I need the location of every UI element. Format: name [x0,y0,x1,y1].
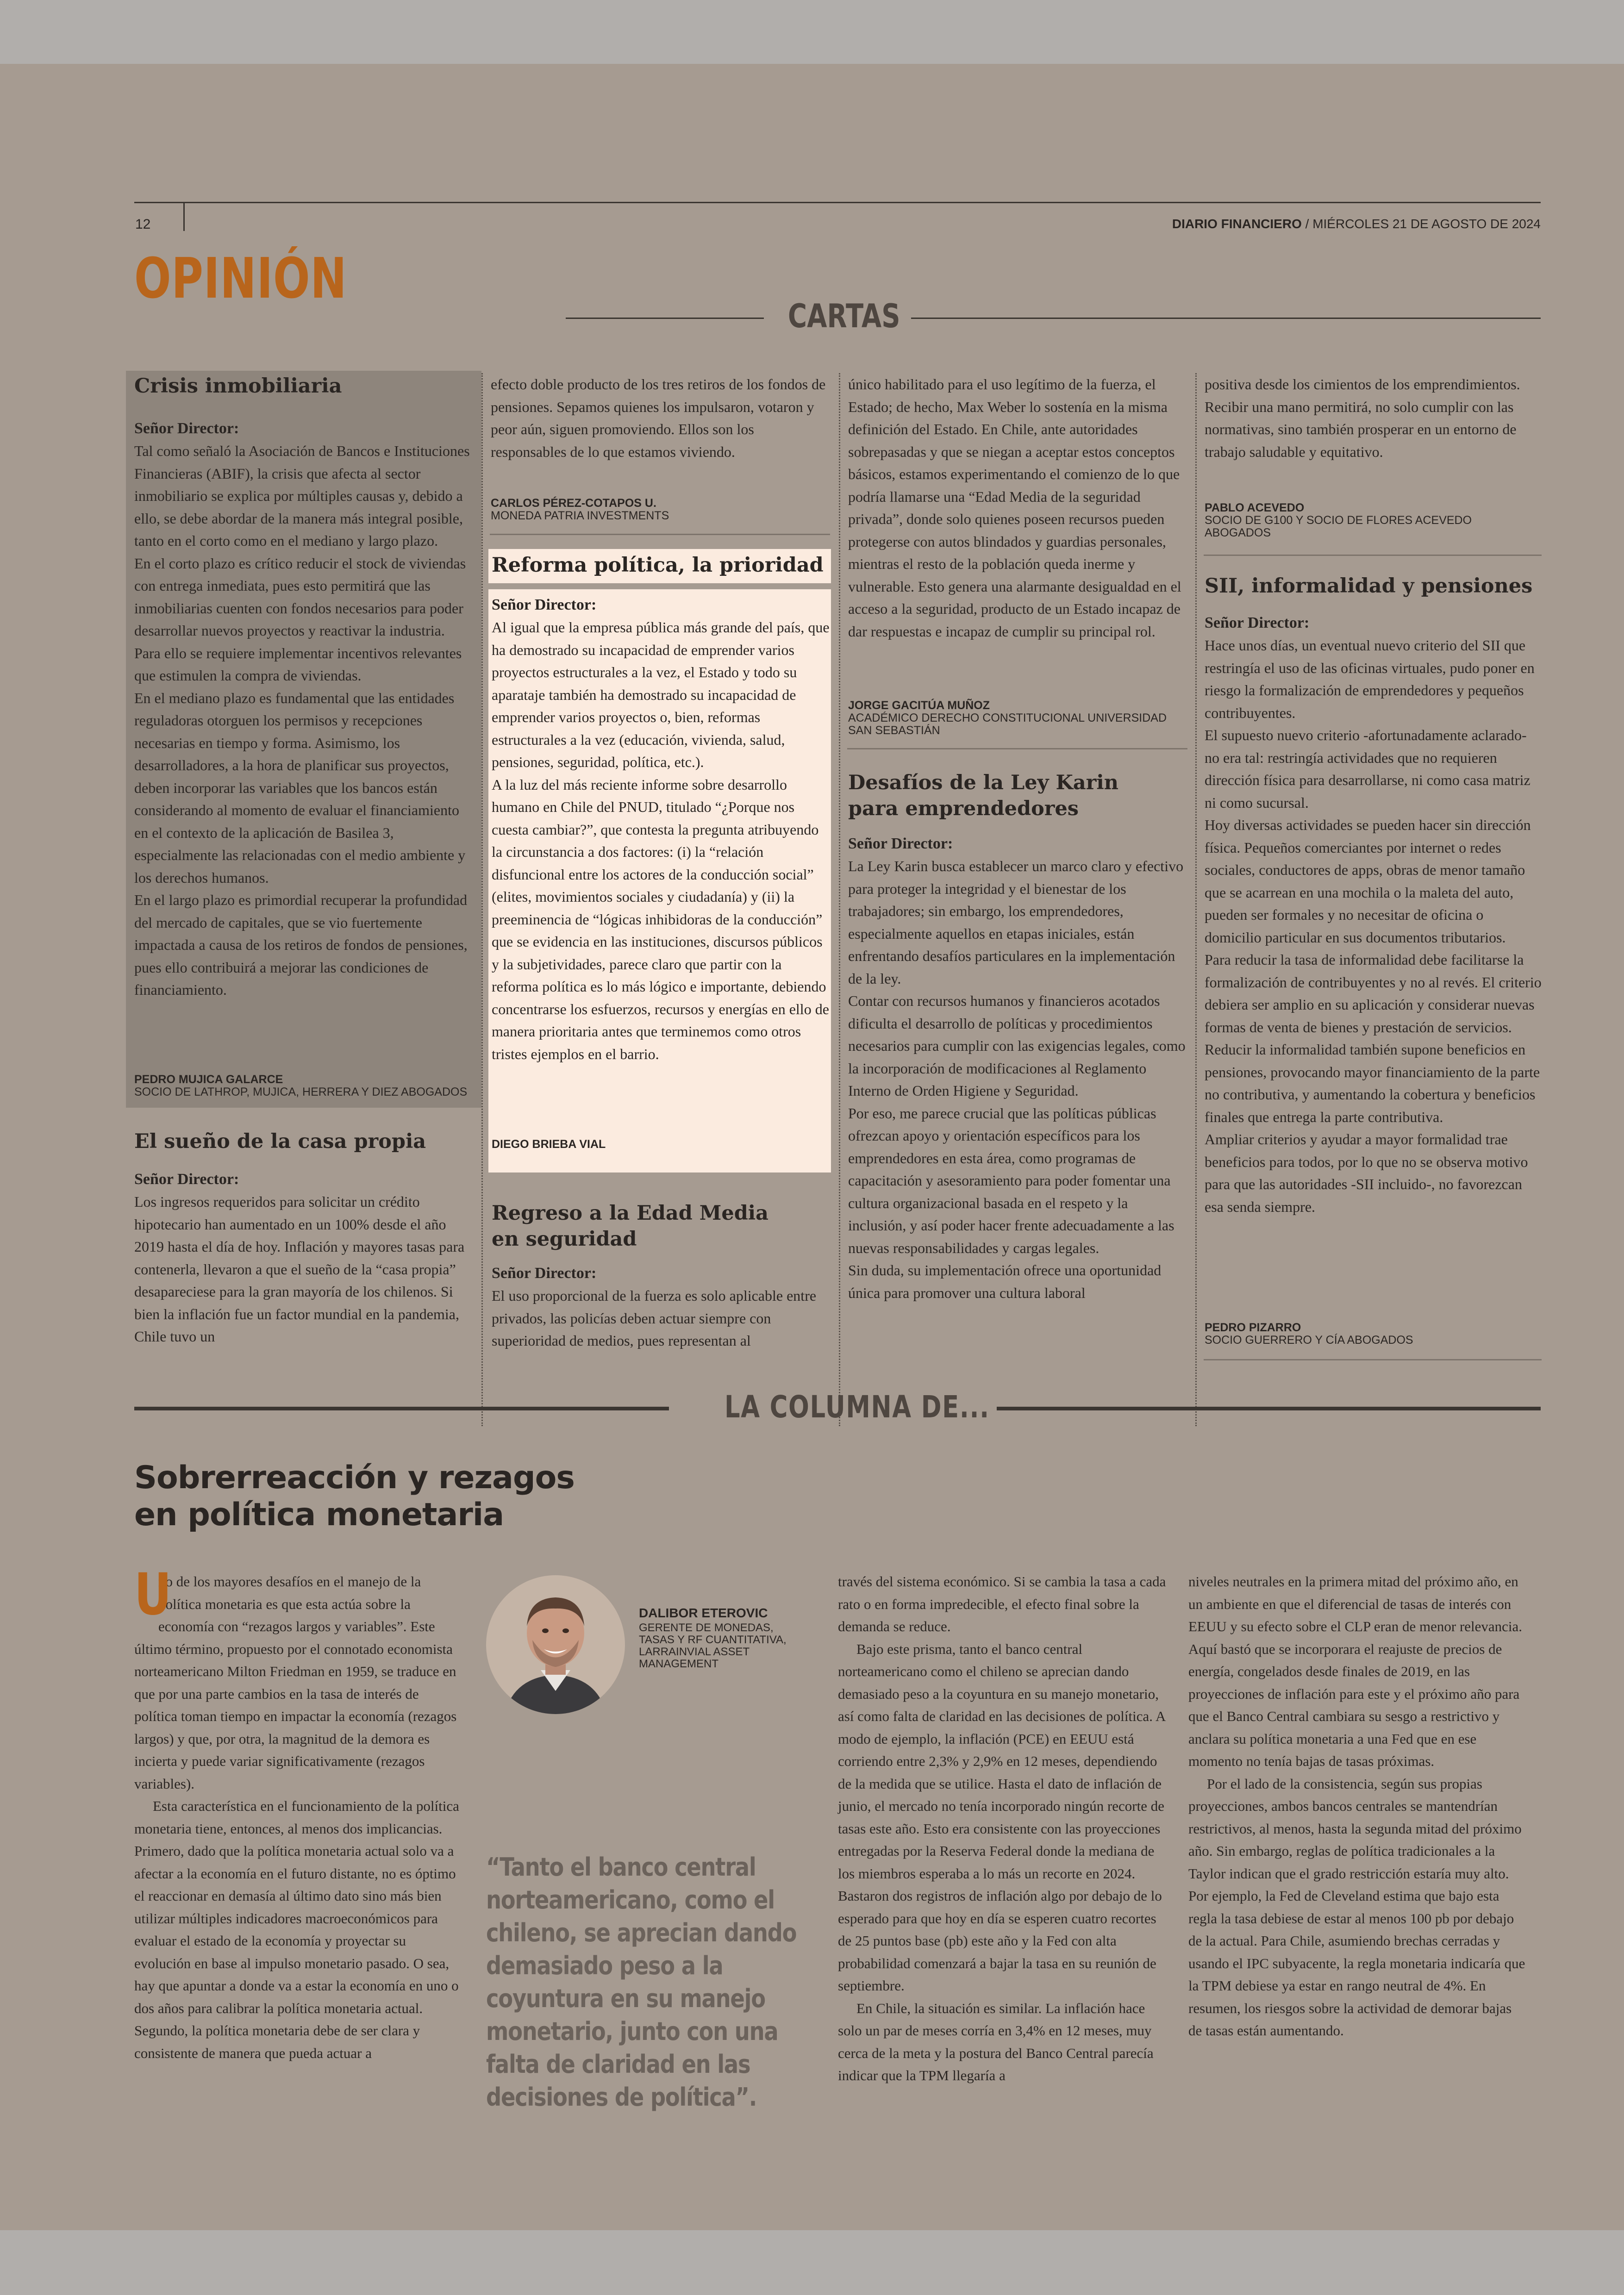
letter-signature [1205,1321,1543,1347]
pull-quote: “Tanto el banco central norteamericano, como el chileno, se aprecian dando demasiado peso a la coyuntura en su manejo monetario, junto con una falta de claridad en las decisiones de política”. [486,1852,797,2112]
header-top-rule [134,202,1541,203]
letter-edad-media-continuation [848,373,1188,642]
letter-separator [1204,1359,1542,1360]
letter-title: Crisis inmobiliaria [134,374,342,398]
masthead-line [1172,217,1541,231]
column-text-col4 [1188,1571,1526,2042]
letter-author: CARLOS PÉREZ-COTAPOS U. [491,497,656,510]
letter-author: DIEGO BRIEBA VIAL [492,1138,606,1151]
cartas-rule-left [566,318,764,319]
letter-salutation: Señor Director: [492,1265,597,1282]
column-paragraph: través del sistema económico. Si se cambia la tasa a cada rato o en forma impredecible, el efecto final sobre la demanda se reduce. [838,1573,1166,1634]
letter-author-role: SAN SEBASTIÁN [848,724,940,737]
column-paragraph: no de los mayores desafíos en el manejo de la política monetaria es que esta actúa sobre la economía con “rezagos largos y variables”. Este último término, propuesto por el connotado economista norteamericano Milton Friedman en 1959, se traduce en que por una parte cambios en la tasa de interés de política toman tiempo en impactar la economía (rezagos largos) y que, por otra, la magnitud de la demora es incierta y puede variar significativamente (rezagos variables). [134,1573,457,1792]
letter-crisis [134,373,475,1001]
letter-paragraph: efecto doble producto de los tres retiros de los fondos de pensiones. Sepamos quienes los impulsaron, votaron y peor aún, siguen promoviendo. Ellos son los responsables de lo que estamos viviendo. [491,376,826,460]
header-tick [183,203,185,231]
letter-paragraph: El supuesto nuevo criterio -afortunadamente aclarado- no era tal: restringía actividades que no requieren dirección física para desarrollarse, ni como casa matriz ni como sucursal. [1205,727,1530,811]
publication-date: MIÉRCOLES 21 DE AGOSTO DE 2024 [1312,217,1541,231]
column-headline-line: Sobrerreacción y rezagos [134,1459,575,1496]
letter-paragraph: Contar con recursos humanos y financieros acotados dificulta el desarrollo de políticas y procedimientos necesarios para cumplir con las exigencias legales, como la incorporación de modificaciones al Reglamento Interno de Orden Higiene y Seguridad. [848,992,1186,1099]
column-headline [134,1459,575,1534]
letter-title-line: para emprendedores [848,797,1079,820]
columnist-info [639,1604,833,1670]
letter-title: Reforma política, la prioridad [492,554,824,577]
letter-casa-continuation [491,373,831,463]
column-divider [1195,373,1197,1426]
letter-karin [848,770,1188,1304]
letter-paragraph: Al igual que la empresa pública más grande del país, que ha demostrado su incapacidad de emprender varios proyectos estructurales a la vez, el Estado y todo su aparataje también ha demostrado su incapacidad de emprender varios proyectos o, bien, reformas estructurales a la vez (educación, vivienda, salud, pensiones, seguridad, política, etc.). [492,619,830,770]
column-paragraph: Bajo este prisma, tanto el banco central norteamericano como el chileno se aprecian dando demasiado peso a la coyuntura en su manejo monetario, así como falta de claridad en las decisiones de política. A modo de ejemplo, la inflación (PCE) en EEUU está corriendo entre 2,3% y 2,9% en 12 meses, dependiendo de la medida que se utilice. Hasta el dato de inflación de junio, el mercado no tenía incorporado ningún recorte de tasas este año. Esto era consistente con las proyecciones entregadas por la Reserva Federal donde la mediana de los miembros esperaba a lo más un recorte en 2024. Bastaron dos registros de inflación algo por debajo de lo esperado para que hoy en día se esperen cuatro recortes de 25 puntos base (pb) este año y la Fed con alta probabilidad comenzará a bajar la tasa en su reunión de septiembre. [838,1640,1165,1994]
columnist-role: TASAS Y RF CUANTITATIVA, [639,1634,787,1646]
letter-title-line: en seguridad [492,1228,637,1251]
letter-author-role: SOCIO DE LATHROP, MUJICA, HERRERA Y DIEZ ABOGADOS [134,1085,468,1098]
columnist-role: GERENTE DE MONEDAS, [639,1621,774,1634]
letter-salutation: Señor Director: [134,420,239,437]
columnist-portrait-icon [486,1575,625,1714]
column-text-col1 [134,1561,465,2064]
letter-paragraph: En el largo plazo es primordial recuperar la profundidad del mercado de capitales, que se vio fuertemente impactada a causa de los retiros de fondos de pensiones, pues ello contribuirá a mejorar las condiciones de financiamiento. [134,892,468,998]
letter-reforma [492,594,830,1065]
letter-paragraph: La Ley Karin busca establecer un marco claro y efectivo para proteger la integridad y el bienestar de los trabajadores; sin embargo, los emprendedores, especialmente aquellos en etapas iniciales, están enfrentando desafíos particulares en la implementación de la ley. [848,858,1184,987]
letter-author-role: ABOGADOS [1205,526,1271,539]
letter-signature [134,1073,477,1098]
date-separator: / [1305,217,1313,231]
letter-sii [1205,573,1543,1218]
letter-author-role: MONEDA PATRIA INVESTMENTS [491,509,669,522]
letter-paragraph: En el mediano plazo es fundamental que las entidades reguladoras otorguen los permisos y recepciones necesarias en tiempo y forma. Asimismo, los desarrolladores, a la hora de planificar sus proyectos, deben incorporar las variables que los bancos están considerando al momento de evaluar el financiamiento en el contexto de la aplicación de Basilea 3, especialmente las relacionadas con el medio ambiente y los derechos humanos. [134,689,466,886]
letter-paragraph: El uso proporcional de la fuerza es solo aplicable entre privados, las policías deben actuar siempre con superioridad de medios, pues representan al [492,1287,817,1349]
letter-paragraph: En el corto plazo es crítico reducir el stock de viviendas con entrega inmediata, pues esto permitirá que las inmobiliarias cuenten con fondos necesarios para poder desarrollar nuevos proyectos y reactivar la industria. Para ello se requiere implementar incentivos relevantes que estimulen la compra de viviendas. [134,555,466,684]
letter-paragraph: Sin duda, su implementación ofrece una oportunidad única para promover una cultura laboral [848,1262,1162,1301]
letter-paragraph: Reducir la informalidad también supone beneficios en pensiones, provocando mayor financiamiento de la parte no contributiva, y aumentando la cobertura y beneficios finales que entrega la parte contributiva. [1205,1041,1540,1125]
publication-name: DIARIO FINANCIERO [1172,217,1302,231]
dropcap: U [134,1561,172,1628]
letter-title-line: Regreso a la Edad Media [492,1202,768,1225]
letter-paragraph: Los ingresos requeridos para solicitar un crédito hipotecario han aumentado en un 100% desde el año 2019 hasta el día de hoy. Inflación y mayores tasas para contenerla, llevaron a que el sueño de la “casa propia” desapareciese para la gran mayoría de los chilenos. Si bien la inflación fue un factor mundial en la pandemia, Chile tuvo un [134,1193,465,1345]
letter-author: PABLO ACEVEDO [1205,501,1305,514]
letter-title: El sueño de la casa propia [134,1130,426,1153]
letter-author-role: SOCIO DE G100 Y SOCIO DE FLORES ACEVEDO [1205,514,1472,527]
letter-paragraph: Por eso, me parece crucial que las políticas públicas ofrezcan apoyo y orientación específicos para los emprendedores en esta área, como programas de capacitación y asesoramiento para poder fomentar una cultura organizacional basada en el respeto y la inclusión, y así poder hacer frente adecuadamente a las nuevas responsabilidades y cargas legales. [848,1104,1174,1256]
letter-separator [490,534,830,535]
column-paragraph: Esta característica en el funcionamiento de la política monetaria tiene, entonces, al menos dos implicancias. Primero, dado que la política monetaria actual solo va a afectar a la economía en el futuro distante, no es óptimo el reaccionar en demasía al último dato sino más bien utilizar múltiples indicadores macroeconómicos para evaluar el estado de la economía y proyectar su evolución en base al impulso monetario pasado. O sea, hay que apuntar a donde va a estar la economía en uno o dos años para calibrar la política monetaria actual. Segundo, la política monetaria debe de ser clara y consistente de manera que pueda actuar a [134,1798,459,2061]
letter-edad-media [492,1200,830,1352]
letter-salutation: Señor Director: [1205,614,1310,631]
column-divider [481,373,483,1426]
column-paragraph: niveles neutrales en la primera mitad del próximo año, en un ambiente en que el diferencial de tasas de interés con EEUU y su efecto sobre el CLP eran de menor relevancia. Aquí bastó que se incorporara el reajuste de precios de energía, congelados desde finales de 2019, en las proyecciones de inflación para este y el próximo año para que el Banco Central cambiara su sesgo a restrictivo y anclara su política monetaria a una Fed que en ese momento no tenía bajas de tasas próximas. [1188,1573,1523,1769]
columna-rule-left [134,1407,669,1410]
letter-author-role: SOCIO GUERRERO Y CÍA ABOGADOS [1205,1334,1413,1347]
cartas-rule-right [911,318,1541,319]
page-number: 12 [135,217,151,232]
letter-paragraph: Hace unos días, un eventual nuevo criterio del SII que restringía el uso de las oficinas virtuales, pudo poner en riesgo la formalización de emprendedores y pequeños contribuyentes. [1205,637,1535,721]
letter-signature [491,497,831,522]
letter-paragraph: único habilitado para el uso legítimo de la fuerza, el Estado; de hecho, Max Weber lo sostenía en la misma definición del Estado. En Chile, ante autoridades sobrepasadas y que se niegan a aceptar estos conceptos básicos, estamos experimentando el comienzo de lo que podría llamarse una “Edad Media de la seguridad privada”, donde solo quienes poseen recursos pueden protegerse con autos blindados y guardias personales, mientras el resto de la población queda inerme y vulnerable. Esto genera una alarmante desigualdad en el acceso a la seguridad, producto de un Estado incapaz de dar respuestas e incapaz de cumplir su principal rol. [848,376,1181,640]
letter-paragraph: Ampliar criterios y ayudar a mayor formalidad trae beneficios para todos, por lo que no se observa motivo para que las autoridades -SII incluido-, no favorezcan esa senda siempre. [1205,1131,1528,1215]
columnist-name: DALIBOR ETEROVIC [639,1606,768,1620]
section-title: OPINIÓN [134,247,347,311]
column-divider [839,373,840,1426]
letter-author: PEDRO MUJICA GALARCE [134,1073,283,1086]
columnist-role: MANAGEMENT [639,1658,719,1670]
letter-karin-continuation [1205,373,1543,463]
letter-author: JORGE GACITÚA MUÑOZ [848,699,990,712]
letter-paragraph: A la luz del más reciente informe sobre desarrollo humano en Chile del PNUD, titulado “¿Porque nos cuesta cambiar?”, que contesta la pregunta atribuyendo la circunstancia a dos factores: (i) la “relación disfuncional entre los actores de la conducción social” (elites, movimientos sociales y ciudadanía) y (ii) la preeminencia de “lógicas inhibidoras de la conducción” que se evidencia en las instituciones, discursos públicos y la subjetividades, parece claro que partir con la reforma política es lo más lógico e importante, debiendo concentrarse los esfuerzos, recursos y energías en ello de manera prioritaria antes que terminemos como otros tristes ejemplos en el barrio. [492,776,829,1062]
letter-title: SII, informalidad y pensiones [1205,574,1533,598]
letter-paragraph: positiva desde los cimientos de los emprendimientos. Recibir una mano permitirá, no solo cumplir con las normativas, sino también prosperar en un entorno de trabajo saludable y equitativo. [1205,376,1520,460]
letter-salutation: Señor Director: [492,596,597,613]
letter-paragraph: Para reducir la tasa de informalidad debe facilitarse la formalización de contribuyentes y no al revés. El criterio debiera ser amplio en su aplicación y considerar nuevas formas de venta de bienes y prestación de servicios. [1205,951,1542,1035]
letter-signature [1205,501,1543,539]
letter-salutation: Señor Director: [848,835,953,852]
columnist-role: LARRAINVIAL ASSET [639,1646,750,1658]
cartas-label: CARTAS [788,297,900,335]
letter-paragraph: Tal como señaló la Asociación de Bancos e Instituciones Financieras (ABIF), la crisis que afecta al sector inmobiliario se explica por múltiples causas y, debido a ello, se debe abordar de la manera más integral posible, tanto en el corto como en el mediano y largo plazo. [134,443,470,549]
letter-signature [848,699,1191,737]
letter-title-line: Desafíos de la Ley Karin [848,771,1119,794]
newspaper-page [0,64,1624,2230]
column-paragraph: Por el lado de la consistencia, según sus propias proyecciones, ambos bancos centrales se mantendrían restrictivos, al menos, hasta la segunda mitad del próximo año. Sin embargo, reglas de política tradicionales a la Taylor indican que el grado restricción estaría muy alto. Por ejemplo, la Fed de Cleveland estima que bajo esta regla la tasa debiese de estar al menos 100 pb por debajo de la actual. Para Chile, asumiendo brechas cerradas y usando el IPC subyacente, la regla monetaria indicaría que la TPM debiese ya estar en rango neutral de 4%. En resumen, los riesgos sobre la actividad de demorar bajas de tasas están aumentando. [1188,1775,1525,2039]
letter-author: PEDRO PIZARRO [1205,1321,1301,1334]
letter-casa [134,1129,472,1348]
columnist-photo [486,1575,625,1714]
columna-rule-right [997,1407,1541,1410]
letter-separator [847,748,1187,749]
letter-salutation: Señor Director: [134,1171,239,1188]
letter-separator [1204,555,1542,556]
letter-paragraph: Hoy diversas actividades se pueden hacer sin dirección física. Pequeños comerciantes por internet o redes sociales, conductores de apps, obras de menor tamaño que se acarrean en una mochila o la maleta del auto, pueden ser formales y no necesitar de oficina o domicilio particular en sus documentos tributarios. [1205,817,1531,946]
column-text-col3 [838,1571,1171,2087]
column-paragraph: En Chile, la situación es similar. La inflación hace solo un par de meses corría en 3,4% en 12 meses, muy cerca de la meta y la postura del Banco Central parecía indicar que la TPM llegaría a [838,2000,1154,2083]
column-headline-line: en política monetaria [134,1497,504,1533]
letter-reforma-title [492,552,830,578]
columna-label: LA COLUMNA DE... [725,1389,990,1425]
letter-author-role: ACADÉMICO DERECHO CONSTITUCIONAL UNIVERSIDAD [848,711,1167,724]
